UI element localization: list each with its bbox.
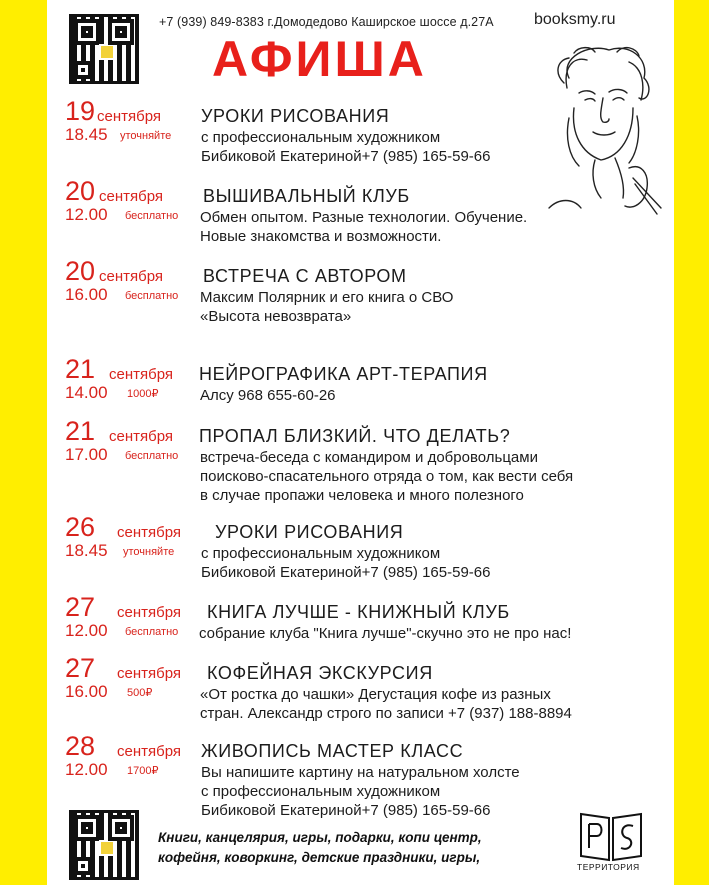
event-title: УРОКИ РИСОВАНИЯ — [215, 522, 404, 542]
event-description: Алсу 968 655-60-26 — [200, 387, 336, 404]
event-description: «От ростка до чашки» Дегустация кофе из разных стран. Александр строго по записи +7 (937) 188-8894 — [200, 686, 572, 722]
event-price: бесплатно — [125, 626, 179, 638]
event-day: 20 — [65, 256, 96, 286]
event-month: сентября — [109, 428, 174, 445]
event-title: ПРОПАЛ БЛИЗКИЙ. ЧТО ДЕЛАТЬ? — [199, 426, 511, 446]
event-time: 12.00 — [65, 760, 108, 779]
event-time: 18.45 — [65, 125, 108, 144]
event-month: сентября — [99, 188, 164, 205]
event-description: Вы напишите картину на натуральном холсте с профессиональным художником Бибиковой Екатериной+7 (985) 165-59-66 — [201, 764, 520, 819]
qr-logo-icon — [99, 840, 115, 856]
event-description: встреча-беседа с командиром и добровольцами поисково-спасательного отряда о том, как вести себя в случае пропажи человека и много полезного — [200, 449, 574, 504]
event-time: 12.00 — [65, 621, 108, 640]
event-price: 1700₽ — [127, 765, 159, 777]
pushkin-portrait-icon — [529, 38, 669, 228]
event-price: 500₽ — [127, 687, 153, 699]
event-description: с профессиональным художником Бибиковой Екатериной+7 (985) 165-59-66 — [201, 545, 491, 581]
event-price: уточняйте — [120, 130, 172, 142]
qr-code-bottom[interactable] — [69, 810, 139, 880]
event-description: Максим Полярник и его книга о СВО «Высота невозврата» — [200, 289, 454, 325]
services-list: Книги, канцелярия, игры, подарки, копи центр, кофейня, коворкинг, детские праздники, игры, — [158, 830, 482, 865]
event-day: 19 — [65, 96, 96, 126]
event-month: сентября — [99, 268, 164, 285]
event-month: сентября — [117, 665, 182, 682]
qr-code-top[interactable] — [69, 14, 139, 84]
event-time: 14.00 — [65, 383, 108, 402]
event-description: с профессиональным художником Бибиковой Екатериной+7 (985) 165-59-66 — [201, 129, 491, 165]
event-price: бесплатно — [125, 210, 179, 222]
event-description: Обмен опытом. Разные технологии. Обучение. Новые знакомства и возможности. — [200, 209, 528, 245]
event-time: 17.00 — [65, 445, 108, 464]
event-title: КОФЕЙНАЯ ЭКСКУРСИЯ — [207, 663, 433, 683]
event-title: ЖИВОПИСЬ МАСТЕР КЛАСС — [201, 741, 464, 761]
event-price: бесплатно — [125, 450, 179, 462]
website-link[interactable]: booksmy.ru — [534, 11, 616, 28]
event-time: 18.45 — [65, 541, 108, 560]
contact-info: +7 (939) 849-8383 г.Домодедово Каширское шоссе д.27А — [159, 15, 494, 29]
event-month: сентября — [117, 743, 182, 760]
event-title: ВЫШИВАЛЬНЫЙ КЛУБ — [203, 186, 410, 206]
event-day: 26 — [65, 512, 96, 542]
event-time: 12.00 — [65, 205, 108, 224]
event-time: 16.00 — [65, 285, 108, 304]
qr-logo-icon — [99, 44, 115, 60]
event-month: сентября — [117, 604, 182, 621]
event-month: сентября — [109, 366, 174, 383]
territory-label: ТЕРРИТОРИЯ — [577, 862, 640, 872]
event-price: 1000₽ — [127, 388, 159, 400]
poster — [47, 0, 674, 885]
event-title: КНИГА ЛУЧШЕ - КНИЖНЫЙ КЛУБ — [207, 602, 510, 622]
event-title: НЕЙРОГРАФИКА АРТ-ТЕРАПИЯ — [199, 364, 488, 384]
event-title: УРОКИ РИСОВАНИЯ — [201, 106, 390, 126]
poster-title: АФИША — [212, 31, 427, 87]
event-month: сентября — [97, 108, 162, 125]
event-price: бесплатно — [125, 290, 179, 302]
event-month: сентября — [117, 524, 182, 541]
event-day: 27 — [65, 592, 96, 622]
event-day: 21 — [65, 354, 96, 384]
event-price: уточняйте — [123, 546, 175, 558]
event-day: 21 — [65, 416, 96, 446]
event-time: 16.00 — [65, 682, 108, 701]
event-title: ВСТРЕЧА С АВТОРОМ — [203, 266, 407, 286]
event-day: 28 — [65, 731, 96, 761]
event-day: 20 — [65, 176, 96, 206]
event-description: собрание клуба "Книга лучше"-скучно это не про нас! — [199, 625, 572, 642]
event-day: 27 — [65, 653, 96, 683]
